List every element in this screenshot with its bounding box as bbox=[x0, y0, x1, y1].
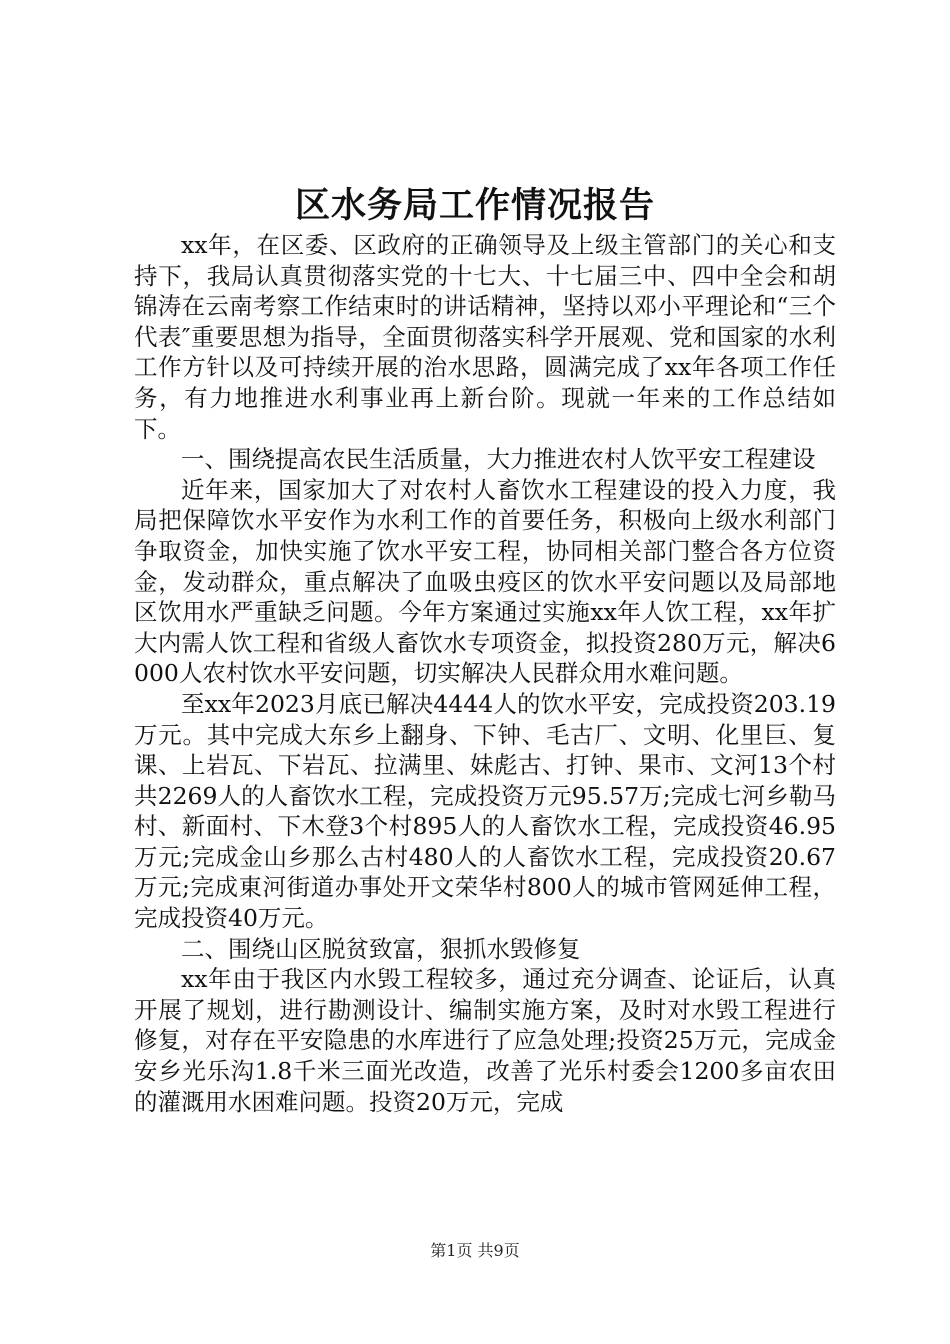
document-body bbox=[134, 230, 836, 1117]
section-heading-2: 二、围绕山区脱贫致富，狠抓水毁修复 bbox=[181, 934, 581, 963]
section-heading-1: 一、围绕提高农民生活质量，大力推进农村人饮平安工程建设 bbox=[181, 445, 816, 474]
paragraph-drinking-water: 近年来，国家加大了对农村人畜饮水工程建设的投入力度，我局把保障饮水平安作为水利工作的首要任务，积极向上级水利部门争取资金，加快实施了饮水平安工程，协同相关部门整合各方位资金，发动群众，重点解决了血吸虫疫区的饮水平安问题以及局部地区饮用水严重缺乏问题。今年方案通过实施xx年人饮工程，xx年扩大内需人饮工程和省级人畜饮水专项资金，拟投资280万元，解决6000人农村饮水平安问题，切实解决人民群众用水难问题。 bbox=[134, 475, 836, 688]
page-footer: 第1页 共9页 bbox=[430, 1241, 520, 1260]
document-title: 区水务局工作情况报告 bbox=[294, 185, 655, 226]
paragraph-flood-repair: xx年由于我区内水毁工程较多，通过充分调查、论证后，认真开展了规划，进行勘测设计、编制实施方案，及时对水毁工程进行修复，对存在平安隐患的水库进行了应急处理;投资25万元，完成金安乡光乐沟1.8千米三面光改造，改善了光乐村委会1200多亩农田的灌溉用水困难问题。投资20万元，完成 bbox=[134, 965, 836, 1116]
paragraph-progress: 至xx年2023月底已解决4444人的饮水平安，完成投资203.19万元。其中完成大东乡上翻身、下钟、毛古厂、文明、化里巨、复课、上岩瓦、下岩瓦、拉满里、妹彪古、打钟、果市、文河13个村共2269人的人畜饮水工程，完成投资万元95.57万;完成七河乡勒马村、新面村、下木登3个村895人的人畜饮水工程，完成投资46.95万元;完成金山乡那么古村480人的人畜饮水工程，完成投资20.67万元;完成東河街道办事处开文荣华村800人的城市管网延伸工程，完成投资40万元。 bbox=[134, 689, 836, 933]
paragraph-intro: xx年，在区委、区政府的正确领导及上级主管部门的关心和支持下，我局认真贯彻落实党的十七大、十七届三中、四中全会和胡锦涛在云南考察工作结束时的讲话精神，坚持以邓小平理论和“三个代表″重要思想为指导，全面贯彻落实科学开展观、党和国家的水利工作方针以及可持续开展的治水思路，圆满完成了xx年各项工作任务，有力地推进水利事业再上新台阶。现就一年来的工作总结如下。 bbox=[134, 231, 836, 443]
